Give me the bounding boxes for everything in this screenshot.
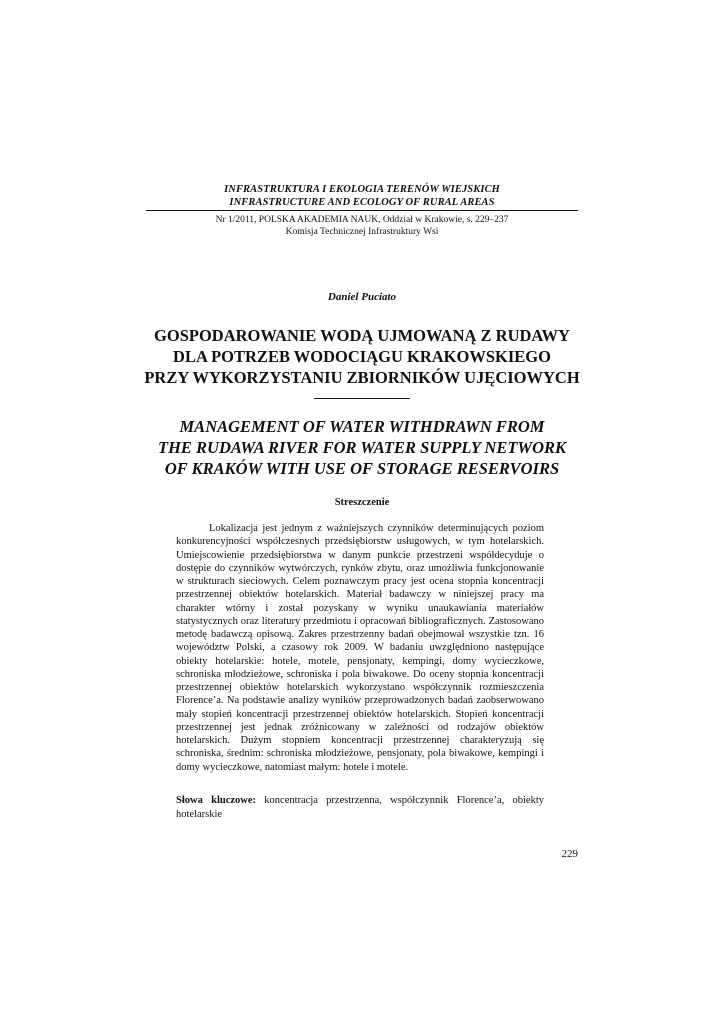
title-separator [314, 398, 410, 399]
author-name: Daniel Puciato [327, 291, 397, 303]
keywords [176, 794, 544, 821]
issue-info [146, 215, 578, 238]
keywords-label: Słowa kluczowe: [176, 795, 257, 806]
abstract-heading: Streszczenie [334, 497, 390, 508]
title-en-line: MANAGEMENT OF WATER WITHDRAWN FROM [179, 417, 545, 436]
journal-title-pl: INFRASTRUKTURA I EKOLOGIA TERENÓW WIEJSKICH [224, 184, 500, 195]
title-pl-line: GOSPODAROWANIE WODĄ UJMOWANĄ Z RUDAWY [154, 326, 570, 345]
title-english [120, 416, 604, 479]
journal-header [146, 183, 578, 209]
title-en-line: THE RUDAWA RIVER FOR WATER SUPPLY NETWORK [157, 438, 567, 457]
title-pl-line: PRZY WYKORZYSTANIU ZBIORNIKÓW UJĘCIOWYCH [144, 368, 580, 387]
title-pl-line: DLA POTRZEB WODOCIĄGU KRAKOWSKIEGO [173, 347, 551, 366]
abstract-body: Lokalizacja jest jednym z ważniejszych czynników determinujących poziom konkurencyjności współczesnych przedsiębiorstw usługowych, w tym hotelarskich. Umiejscowienie przedsiębiorstwa w danym punkcie przestrzeni współdecyduje o dostępie do czynników wytwórczych, rynków zbytu, oraz umożliwia funkcjonowanie w strukturach sieciowych. Celem poznawczym pracy jest ocena stopnia koncentracji przestrzennej obiektów hotelarskich. Materiał badawczy w niniejszej pracy ma charakter wtórny i został pozyskany w wyniku unaukawiania materiałów statystycznych oraz literatury przedmiotu i opracowań bibliograficznych. Zastosowano metodę badawczą opisową. Zakres przestrzenny badań obejmował wszystkie tzn. 16 województw Polski, a czasowy rok 2009. W badaniu uwzględniono następujące obiekty hotelarskie: hotele, motele, pensjonaty, kempingi, domy wycieczkowe, schroniska młodzieżowe, schroniska i pola biwakowe. Do oceny stopnia koncentracji przestrzennej obiektów hotelarskich wykorzystano współczynnik rozmieszczenia Florence’a. Na podstawie analizy wyników przeprowadzonych badań zaobserwowano mały stopień koncentracji przestrzennej obiektów hotelarskich. Stopień koncentracji przestrzennej jest jednak zróżnicowany w zależności od rodzajów obiektów hotelarskich. Dużym stopniem koncentracji przestrzennej charakteryzują się schroniska, średnim: schroniska młodzieżowe, pensjonaty, pola biwakowe, kempingi i domy wycieczkowe, natomiast małym: hotele i motele. [176, 523, 544, 773]
title-en-line: OF KRAKÓW WITH USE OF STORAGE RESERVOIRS [164, 459, 560, 478]
title-polish [130, 325, 594, 388]
page-number: 229 [561, 848, 578, 860]
keywords-text: koncentracja przestrzenna, współczynnik Florence’a, obiekty hotelarskie [176, 795, 544, 820]
commission-line: Komisja Technicznej Infrastruktury Wsi [285, 226, 439, 237]
issue-line: Nr 1/2011, POLSKA AKADEMIA NAUK, Oddział w Krakowie, s. 229–237 [215, 215, 509, 225]
journal-title-en: INFRASTRUCTURE AND ECOLOGY OF RURAL AREAS [229, 197, 495, 208]
header-rule [146, 210, 578, 211]
